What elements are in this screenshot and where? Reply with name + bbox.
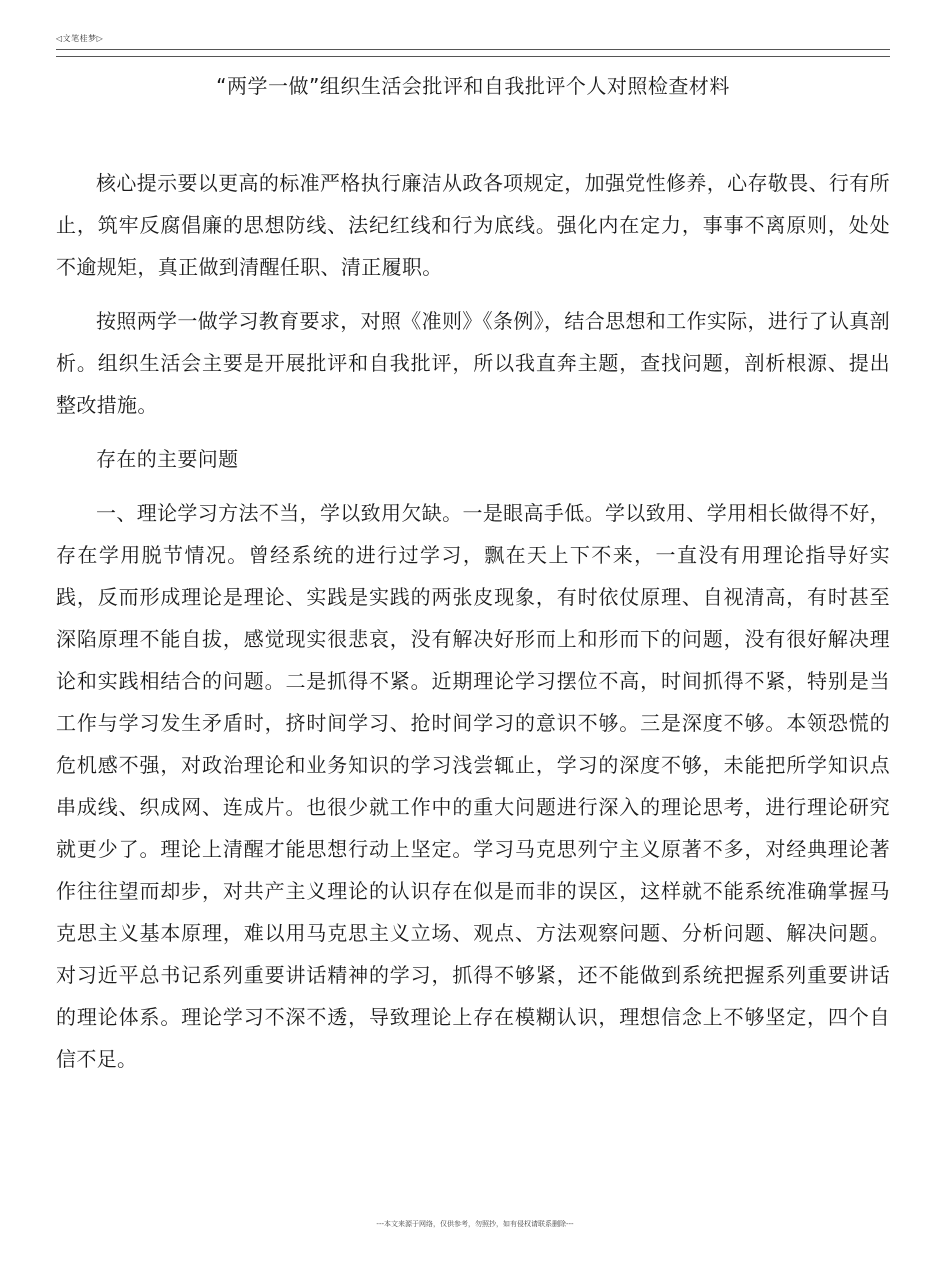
page-footer-note: ---本文来源于网络，仅供参考，勿照抄，如有侵权请联系删除--- bbox=[376, 1220, 574, 1228]
document-body bbox=[56, 162, 890, 1092]
paragraph-core-tip: 核心提示要以更高的标准严格执行廉洁从政各项规定，加强党性修养，心存敬畏、行有所止，筑牢反腐倡廉的思想防线、法纪红线和行为底线。强化内在定力，事事不离原则，处处不逾规矩，真正做到清醒任职、清正履职。 bbox=[56, 171, 890, 279]
header-mark: ◁文笔桂梦▷ bbox=[56, 34, 104, 43]
document-title: “两学一做”组织生活会批评和自我批评个人对照检查材料 bbox=[216, 74, 730, 98]
paragraph-intro: 按照两学一做学习教育要求，对照《准则》《条例》，结合思想和工作实际，进行了认真剖析。组织生活会主要是开展批评和自我批评，所以我直奔主题，查找问题，剖析根源、提出整改措施。 bbox=[56, 309, 890, 417]
section-heading: 存在的主要问题 bbox=[96, 447, 239, 471]
page-header bbox=[56, 34, 890, 57]
header-rule-top bbox=[56, 49, 890, 50]
header-rule-bottom bbox=[56, 56, 890, 57]
paragraph-issue-one: 一、理论学习方法不当，学以致用欠缺。一是眼高手低。学以致用、学用相长做得不好，存在学用脱节情况。曾经系统的进行过学习，飘在天上下不来，一直没有用理论指导好实践，反而形成理论是理论、实践是实践的两张皮现象，有时依仗原理、自视清高，有时甚至深陷原理不能自拔，感觉现实很悲哀，没有解决好形而上和形而下的问题，没有很好解决理论和实践相结合的问题。二是抓得不紧。近期理论学习摆位不高，时间抓得不紧，特别是当工作与学习发生矛盾时，挤时间学习、抢时间学习的意识不够。三是深度不够。本领恐慌的危机感不强，对政治理论和业务知识的学习浅尝辄止，学习的深度不够，未能把所学知识点串成线、织成网、连成片。也很少就工作中的重大问题进行深入的理论思考，进行理论研究就更少了。理论上清醒才能思想行动上坚定。学习马克思列宁主义原著不多，对经典理论著作往往望而却步，对共产主义理论的认识存在似是而非的误区，这样就不能系统准确掌握马克思主义基本原理，难以用马克思主义立场、观点、方法观察问题、分析问题、解决问题。对习近平总书记系列重要讲话精神的学习，抓得不够紧，还不能做到系统把握系列重要讲话的理论体系。理论学习不深不透，导致理论上存在模糊认识，理想信念上不够坚定，四个自信不足。 bbox=[56, 501, 890, 1071]
